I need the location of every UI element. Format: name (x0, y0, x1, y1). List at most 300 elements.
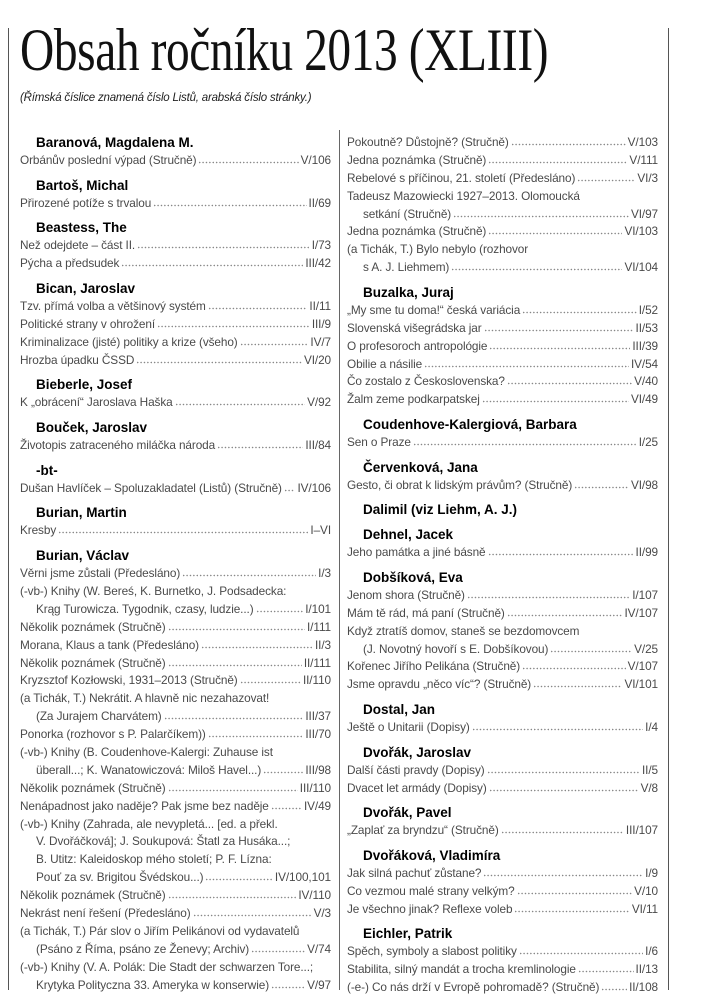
author-name: Eichler, Patrik (363, 926, 453, 942)
dot-leader (484, 324, 634, 332)
dot-leader (467, 591, 630, 599)
dot-leader (489, 784, 639, 792)
entry-page-ref: VI/101 (624, 677, 658, 692)
entry-line (347, 134, 658, 152)
index-entry (347, 979, 658, 997)
entry-title: Krąg Turowicza. Tygodnik, czasy, ludzie...) (36, 601, 254, 616)
entry-line (347, 188, 658, 206)
entry-title: Když ztratíš domov, staneš se bezdomovcem (347, 623, 580, 638)
dot-leader (489, 342, 630, 350)
entry-title: Obilie a násilie (347, 356, 423, 371)
index-entry (20, 690, 331, 726)
entry-page-ref: I/25 (638, 435, 658, 450)
index-entry (20, 959, 331, 995)
entry-line (347, 206, 658, 224)
entry-line (20, 816, 331, 834)
entry-page-ref: III/70 (305, 727, 331, 742)
author-name: Bieberle, Josef (36, 377, 133, 393)
index-entry (347, 134, 658, 152)
entry-page-ref: VI/103 (624, 224, 658, 239)
entry-title: Několik poznámek (Stručně) (20, 888, 166, 903)
dot-leader (574, 481, 629, 489)
entry-line (347, 544, 658, 562)
entry-title: (Psáno z Říma, psáno ze Ženevy; Archiv) (36, 941, 250, 956)
entry-line (20, 977, 331, 995)
author-name: Buzalka, Juraj (363, 284, 454, 300)
dot-leader (519, 947, 643, 955)
entry-line (20, 480, 331, 498)
entry-page-ref: I/73 (311, 238, 331, 253)
entry-title: Rebelové s příčinou, 21. století (Předesláno) (347, 170, 576, 185)
dot-leader (487, 766, 640, 774)
entry-page-ref: IV/107 (624, 605, 658, 620)
index-entry (20, 352, 331, 370)
entry-page-ref: II/5 (642, 762, 658, 777)
entry-line (20, 655, 331, 673)
index-entry (347, 623, 658, 659)
entry-line (20, 255, 331, 273)
entry-title: (a Tichák, T.) Pár slov o Jiřím Pelikánovi od vydavatelů (20, 923, 300, 938)
dot-leader (168, 891, 297, 899)
entry-line (347, 979, 658, 997)
entry-page-ref: VI/98 (630, 477, 658, 492)
entry-title: Jsme opravdu „něco víc“? (Stručně) (347, 677, 532, 692)
author-block (347, 569, 658, 694)
author-name: -bt- (36, 462, 58, 478)
dot-leader (507, 609, 623, 617)
index-entry (347, 373, 658, 391)
index-entry (347, 587, 658, 605)
index-entry (20, 437, 331, 455)
index-entry (347, 822, 658, 840)
index-entry (347, 188, 658, 224)
index-entry (20, 255, 331, 273)
dot-leader (522, 662, 626, 670)
author-name: Dostal, Jan (363, 702, 436, 718)
entry-line (347, 605, 658, 623)
dot-leader (201, 641, 313, 649)
entry-line (347, 356, 658, 374)
index-entry (20, 816, 331, 888)
author-name: Bouček, Jaroslav (36, 420, 148, 435)
entry-line (347, 865, 658, 883)
entry-line (347, 338, 658, 356)
dot-leader (164, 712, 304, 720)
author-name: Dehnel, Jacek (363, 527, 454, 543)
entry-line (20, 583, 331, 601)
author-block (20, 219, 331, 273)
entry-title: Morana, Klaus a tank (Předesláno) (20, 637, 199, 652)
entry-page-ref: V/40 (634, 374, 658, 389)
entry-line (20, 690, 331, 708)
entry-page-ref: V/3 (313, 905, 331, 920)
entry-line (347, 259, 658, 277)
entry-line (20, 923, 331, 941)
entry-page-ref: V/111 (629, 152, 658, 167)
entry-title: (a Tichák, T.) Bylo nebylo (rozhovor (347, 242, 529, 257)
index-entry (347, 356, 658, 374)
author-name: Dvořák, Pavel (363, 805, 452, 821)
index-entry (347, 961, 658, 979)
index-entry (20, 565, 331, 583)
entry-title: (J. Novotný hovoří s E. Dobšíkovou) (363, 641, 549, 656)
author-name: Dalimil (viz Liehm, A. J.) (363, 502, 518, 518)
entry-page-ref: IV/7 (310, 334, 331, 349)
entry-title: überall...; K. Wanatowiczová: Miloš Havel...) (36, 762, 262, 777)
entry-page-ref: V/10 (634, 883, 658, 898)
entry-title: Pouť za sv. Brigitou Švédskou...) (36, 870, 204, 885)
entry-title: Ještě o Unitarii (Dopisy) (347, 720, 470, 735)
entry-page-ref: VI/20 (303, 352, 331, 367)
dot-leader (472, 723, 643, 731)
entry-title: Několik poznámek (Stručně) (20, 619, 166, 634)
entry-page-ref: IV/54 (630, 356, 658, 371)
dot-leader (121, 259, 303, 267)
entry-title: Hrozba úpadku ČSSD (20, 352, 135, 367)
entry-title: Několik poznámek (Stručně) (20, 655, 166, 670)
entry-line (347, 676, 658, 694)
dot-leader (601, 983, 627, 991)
entry-page-ref: I/9 (645, 866, 658, 881)
author-block (20, 462, 331, 498)
author-name: Dvořáková, Vladimíra (363, 848, 501, 864)
dot-leader (168, 623, 305, 631)
entry-page-ref: I/4 (645, 720, 658, 735)
index-entry (347, 477, 658, 495)
entry-line (347, 719, 658, 737)
author-block (20, 376, 331, 412)
dot-leader (453, 210, 629, 218)
dot-leader (251, 945, 305, 953)
author-block (347, 134, 658, 277)
entry-title: Pýcha a předsudek (20, 256, 120, 271)
dot-leader (482, 395, 629, 403)
entry-title: Žalm zeme podkarpatskej (347, 392, 480, 407)
entry-line (347, 961, 658, 979)
entry-line (347, 587, 658, 605)
entry-line (20, 708, 331, 726)
index-entry (347, 223, 658, 241)
entry-title: Je všechno jinak? Reflexe voleb (347, 901, 513, 916)
entry-title: O profesoroch antropológie (347, 338, 488, 353)
dot-leader (413, 438, 637, 446)
entry-line (20, 394, 331, 412)
entry-page-ref: IV/100,101 (274, 870, 331, 885)
entry-page-ref: II/110 (302, 673, 331, 688)
entry-title: Kořenec Jiřího Pelikána (Stručně) (347, 659, 521, 674)
dot-leader (501, 826, 624, 834)
dot-leader (217, 441, 303, 449)
entry-page-ref: II/111 (303, 655, 331, 670)
entry-title: Tadeusz Mazowiecki 1927–2013. Olomoucká (347, 188, 580, 203)
author-name: Červenková, Jana (363, 459, 478, 475)
entry-page-ref: II/3 (315, 637, 331, 652)
entry-title: Jedna poznámka (Stručně) (347, 224, 487, 239)
entry-line (347, 883, 658, 901)
entry-page-ref: IV/110 (298, 888, 331, 903)
entry-title: Stabilita, silný mandát a trocha kremlinologie (347, 962, 576, 977)
entry-line (347, 434, 658, 452)
entry-line (347, 762, 658, 780)
dot-leader (271, 981, 305, 989)
entry-title: Věrni jsme zůstali (Předesláno) (20, 566, 181, 581)
dot-leader (263, 766, 303, 774)
entry-title: Jedna poznámka (Stručně) (347, 152, 487, 167)
entry-title: Pokoutně? Důstojně? (Stručně) (347, 135, 509, 149)
entry-page-ref: II/13 (635, 962, 658, 977)
index-entry (20, 744, 331, 780)
entry-line (347, 641, 658, 659)
entry-page-ref: I/101 (305, 601, 331, 616)
entry-page-ref: I/111 (307, 619, 331, 634)
entry-line (20, 334, 331, 352)
entry-line (20, 887, 331, 905)
index-entry (20, 583, 331, 619)
index-entry (347, 658, 658, 676)
dot-leader (514, 905, 629, 913)
entry-title: setkání (Stručně) (363, 206, 452, 221)
entry-page-ref: I/6 (645, 944, 658, 959)
dot-leader (522, 306, 637, 314)
entry-line (347, 477, 658, 495)
dot-leader (205, 873, 272, 881)
entry-title: Ponorka (rozhovor s P. Palarčíkem)) (20, 727, 206, 742)
entry-page-ref: III/98 (305, 762, 331, 777)
dot-leader (511, 138, 626, 146)
index-entry (347, 544, 658, 562)
entry-title: Politické strany v ohrožení (20, 316, 155, 331)
entry-line (20, 869, 331, 887)
entry-line (347, 623, 658, 641)
entry-line (20, 726, 331, 744)
author-block (347, 501, 658, 519)
entry-title: Přirozené potíže s trvalou (20, 195, 152, 210)
entry-title: „My sme tu doma!“ česká variácia (347, 302, 521, 317)
entry-title: Nekrást není řešení (Předesláno) (20, 905, 191, 920)
index-entry (20, 905, 331, 923)
index-entry (347, 320, 658, 338)
index-entry (20, 619, 331, 637)
dot-leader (488, 156, 627, 164)
entry-line (347, 901, 658, 919)
author-block (347, 744, 658, 798)
frame-left-rule (8, 28, 9, 990)
author-block (20, 547, 331, 994)
index-entry (20, 334, 331, 352)
entry-line (20, 316, 331, 334)
index-entry (20, 887, 331, 905)
author-block (347, 526, 658, 562)
index-entry (20, 637, 331, 655)
entry-title: Jeho památka a jiné básně (347, 545, 486, 560)
index-entry (347, 865, 658, 883)
entry-line (20, 833, 331, 851)
dot-leader (137, 241, 310, 249)
author-block (20, 504, 331, 540)
index-entry (347, 302, 658, 320)
entry-title: s A. J. Liehmem) (363, 260, 450, 275)
entry-line (20, 744, 331, 762)
entry-title: (Za Jurajem Charvátem) (36, 709, 162, 724)
author-name: Beastess, The (36, 220, 127, 236)
entry-title: Kryzsztof Kozłowski, 1931–2013 (Stručně) (20, 673, 238, 688)
index-entry (347, 241, 658, 277)
entry-title: Mám tě rád, má paní (Stručně) (347, 605, 505, 620)
entry-title: Jak silná pachuť zůstane? (347, 866, 482, 881)
dot-leader (58, 526, 308, 534)
author-name: Bartoš, Michal (36, 177, 129, 193)
dot-leader (198, 156, 298, 164)
dot-leader (488, 227, 622, 235)
entry-line (20, 237, 331, 255)
author-name: Dvořák, Jaroslav (363, 744, 472, 760)
entry-title: K „obrácení“ Jaroslava Haška (20, 395, 173, 410)
index-entry (347, 676, 658, 694)
entry-title: Kriminalizace (jisté) politiky a krize (všeho) (20, 334, 238, 349)
entry-title: Orbánův poslední výpad (Stručně) (20, 153, 197, 167)
index-column-left (20, 134, 331, 994)
entry-line (20, 941, 331, 959)
index-entry (347, 605, 658, 623)
entry-line (20, 959, 331, 977)
entry-line (20, 762, 331, 780)
dot-leader (256, 605, 304, 613)
entry-page-ref: III/110 (299, 780, 331, 795)
entry-line (20, 851, 331, 869)
index-entry (347, 434, 658, 452)
frame-right-rule (668, 28, 669, 990)
entry-line (20, 637, 331, 655)
index-entry (20, 237, 331, 255)
entry-line (347, 780, 658, 798)
author-name: Baranová, Magdalena M. (36, 135, 194, 150)
entry-page-ref: VI/49 (630, 392, 658, 407)
entry-page-ref: V/103 (627, 135, 658, 149)
entry-page-ref: IV/49 (303, 798, 331, 813)
dot-leader (182, 569, 316, 577)
entry-page-ref: III/37 (305, 709, 331, 724)
author-block (20, 419, 331, 455)
entry-line (347, 170, 658, 188)
author-block (347, 804, 658, 840)
entry-page-ref: III/42 (305, 256, 331, 271)
index-entry (20, 522, 331, 540)
entry-page-ref: VI/104 (624, 260, 658, 275)
entry-page-ref: III/39 (632, 338, 658, 353)
dot-leader (208, 302, 308, 310)
index-column-right (347, 134, 658, 997)
index-entry (347, 901, 658, 919)
entry-line (347, 152, 658, 170)
entry-line (347, 302, 658, 320)
author-block (347, 459, 658, 495)
entry-line (347, 320, 658, 338)
entry-title: Další části pravdy (Dopisy) (347, 762, 485, 777)
author-block (347, 284, 658, 409)
entry-page-ref: III/9 (311, 316, 331, 331)
entry-page-ref: VI/3 (637, 170, 658, 185)
index-entry (347, 780, 658, 798)
entry-title: Krytyka Polityczna 33. Ameryka w konserwie) (36, 977, 270, 992)
entry-title: Slovenská višegrádska jar (347, 320, 482, 335)
index-entry (20, 195, 331, 213)
index-entry (20, 298, 331, 316)
entry-page-ref: VI/11 (631, 901, 658, 916)
dot-leader (240, 676, 301, 684)
dot-leader (550, 645, 632, 653)
dot-leader (240, 338, 309, 346)
entry-page-ref: VI/97 (630, 206, 658, 221)
index-entry (20, 655, 331, 673)
author-block (347, 925, 658, 997)
entry-title: Jenom shora (Stručně) (347, 587, 465, 602)
entry-line (347, 822, 658, 840)
entry-page-ref: I/52 (638, 302, 658, 317)
dot-leader (577, 174, 635, 182)
dot-leader (533, 680, 622, 688)
entry-title: Co vezmou malé strany velkým? (347, 883, 515, 898)
entry-page-ref: V/107 (627, 659, 658, 674)
index-entry (20, 672, 331, 690)
entry-page-ref: II/11 (309, 298, 331, 313)
dot-leader (483, 869, 643, 877)
entry-title: B. Utitz: Kaleidoskop mého století; P. F. Lízna: (36, 852, 272, 867)
index-entry (20, 798, 331, 816)
index-entry (20, 726, 331, 744)
dot-leader (168, 784, 298, 792)
author-name: Bican, Jaroslav (36, 280, 136, 296)
entry-page-ref: II/69 (308, 195, 331, 210)
entry-page-ref: V/25 (634, 641, 658, 656)
dot-leader (175, 398, 306, 406)
entry-line (20, 195, 331, 213)
index-entry (347, 152, 658, 170)
entry-title: Dušan Havlíček – Spoluzakladatel (Listů) (Stručně) (20, 480, 282, 495)
entry-title: Spěch, symboly a slabost politiky (347, 944, 517, 959)
entry-page-ref: II/53 (635, 320, 658, 335)
entry-page-ref: II/99 (635, 545, 658, 560)
entry-line (20, 905, 331, 923)
entry-page-ref: V/106 (300, 153, 331, 167)
entry-line (20, 798, 331, 816)
entry-line (347, 241, 658, 259)
entry-line (20, 780, 331, 798)
dot-leader (507, 377, 632, 385)
author-name: Coudenhove-Kalergiová, Barbara (363, 417, 577, 433)
entry-line (347, 223, 658, 241)
entry-title: (a Tichák, T.) Nekrátit. A hlavně nic nezahazovat! (20, 691, 270, 706)
index-entry (347, 719, 658, 737)
entry-line (20, 672, 331, 690)
dot-leader (284, 484, 296, 492)
entry-line (347, 658, 658, 676)
entry-title: (-vb-) Knihy (V. A. Polák: Die Stadt der schwarzen Tore...; (20, 959, 314, 974)
index-entry (20, 923, 331, 959)
author-block (20, 280, 331, 370)
author-block (347, 701, 658, 737)
entry-line (20, 152, 331, 170)
index-entry (347, 883, 658, 901)
dot-leader (451, 263, 622, 271)
entry-title: Dvacet let armády (Dopisy) (347, 780, 487, 795)
author-name: Burian, Václav (36, 548, 130, 564)
author-block (20, 177, 331, 213)
entry-page-ref: V/74 (307, 941, 331, 956)
index-entry (347, 762, 658, 780)
dot-leader (488, 548, 634, 556)
entry-page-ref: V/97 (307, 977, 331, 992)
page-subtitle: (Římská číslice znamená číslo Listů, arabská číslo stránky.) (20, 92, 312, 104)
